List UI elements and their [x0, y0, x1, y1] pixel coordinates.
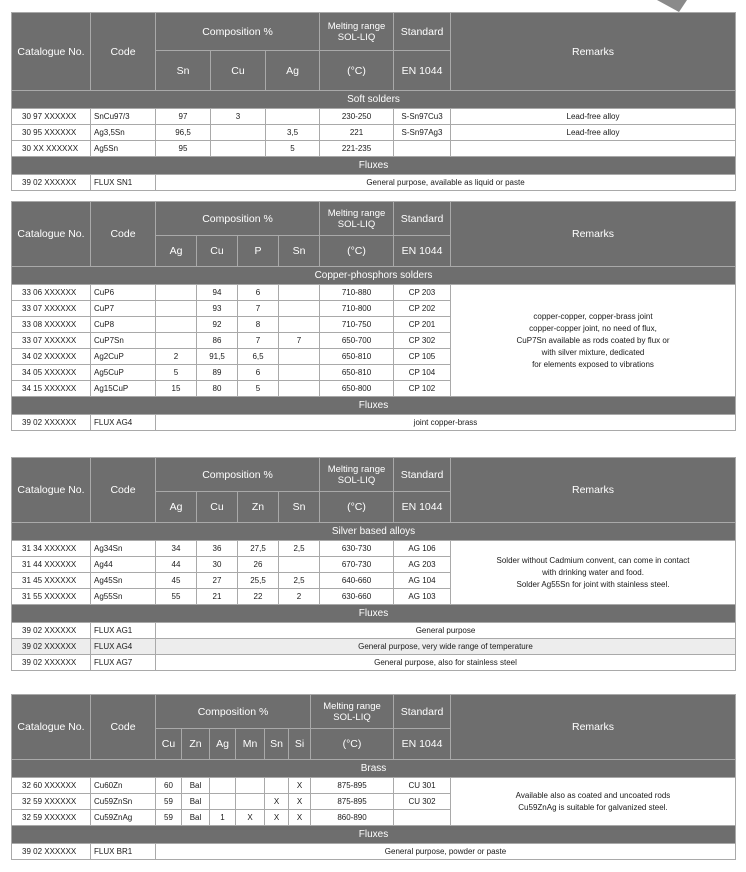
composition-cell — [156, 333, 197, 349]
composition-cell — [279, 349, 320, 365]
fluxes-title: Fluxes — [12, 605, 736, 623]
standard-header: Standard — [394, 202, 451, 236]
code-header: Code — [91, 458, 156, 523]
melting-unit-header: (°C) — [320, 51, 394, 91]
col-header: Zn — [238, 492, 279, 523]
flux-row — [12, 844, 736, 860]
composition-cell: 30 — [197, 557, 238, 573]
flux-description: General purpose, very wide range of temperature — [156, 639, 736, 655]
remarks-cell: Lead-free alloy — [451, 109, 736, 125]
remarks-header: Remarks — [451, 13, 736, 91]
col-header: Ag — [210, 729, 236, 760]
melting-range-header: Melting range SOL-LIQ — [320, 458, 394, 492]
composition-cell: 21 — [197, 589, 238, 605]
code-cell: CuP6 — [91, 285, 156, 301]
standard-cell: CP 201 — [394, 317, 451, 333]
composition-cell — [279, 381, 320, 397]
composition-cell: 15 — [156, 381, 197, 397]
table-row — [12, 541, 736, 557]
section-title: Copper-phosphors solders — [12, 267, 736, 285]
catalogue-cell: 32 59 XXXXXX — [12, 794, 91, 810]
composition-cell: X — [289, 810, 311, 826]
catalogue-cell: 31 34 XXXXXX — [12, 541, 91, 557]
melting-cell: 670-730 — [320, 557, 394, 573]
composition-cell: 1 — [210, 810, 236, 826]
melting-cell: 630-660 — [320, 589, 394, 605]
catalogue-cell: 33 08 XXXXXX — [12, 317, 91, 333]
standard-cell: CP 302 — [394, 333, 451, 349]
catalogue-header: Catalogue No. — [12, 458, 91, 523]
brass-table — [11, 694, 736, 860]
catalogue-cell: 39 02 XXXXXX — [12, 623, 91, 639]
col-header: Si — [289, 729, 311, 760]
melting-range-header: Melting range SOL-LIQ — [320, 13, 394, 51]
table-row — [12, 285, 736, 301]
standard-cell: CU 302 — [394, 794, 451, 810]
melting-cell: 221-235 — [320, 141, 394, 157]
col-header: Sn — [265, 729, 289, 760]
standard-cell: CP 202 — [394, 301, 451, 317]
remarks-block: copper-copper, copper-brass joint copper-copper joint, no need of flux, CuP7Sn available as rods coated by flux or with silver mixture, dedicated for elements exposed to vibrations — [451, 285, 736, 397]
composition-cell: 59 — [156, 810, 182, 826]
table-row — [12, 141, 736, 157]
code-cell: SnCu97/3 — [91, 109, 156, 125]
flux-row — [12, 415, 736, 431]
flux-row — [12, 655, 736, 671]
standard-cell — [394, 141, 451, 157]
table-row — [12, 125, 736, 141]
composition-cell: 6 — [238, 365, 279, 381]
standard-cell: S-Sn97Cu3 — [394, 109, 451, 125]
melting-cell: 640-660 — [320, 573, 394, 589]
composition-cell: 5 — [238, 381, 279, 397]
code-cell: Ag55Sn — [91, 589, 156, 605]
composition-cell: 93 — [197, 301, 238, 317]
melting-cell: 875-895 — [311, 794, 394, 810]
composition-cell — [236, 778, 265, 794]
code-cell: FLUX AG4 — [91, 639, 156, 655]
composition-cell — [211, 141, 266, 157]
remarks-header: Remarks — [451, 202, 736, 267]
col-header: Ag — [156, 492, 197, 523]
composition-cell: 8 — [238, 317, 279, 333]
composition-cell: 2 — [279, 589, 320, 605]
catalogue-cell: 39 02 XXXXXX — [12, 844, 91, 860]
catalogue-cell: 39 02 XXXXXX — [12, 415, 91, 431]
melting-cell: 710-880 — [320, 285, 394, 301]
fluxes-title: Fluxes — [12, 157, 736, 175]
composition-header: Composition % — [156, 202, 320, 236]
composition-cell: 96,5 — [156, 125, 211, 141]
fluxes-title: Fluxes — [12, 397, 736, 415]
corner-decoration — [657, 0, 687, 12]
composition-cell: 2 — [156, 349, 197, 365]
composition-cell: 44 — [156, 557, 197, 573]
composition-cell: 27,5 — [238, 541, 279, 557]
composition-cell: 27 — [197, 573, 238, 589]
flux-row — [12, 623, 736, 639]
standard-cell: CP 104 — [394, 365, 451, 381]
standard-cell: AG 203 — [394, 557, 451, 573]
copper-phosphors-table — [11, 201, 736, 431]
catalogue-cell: 30 XX XXXXXX — [12, 141, 91, 157]
composition-cell: 7 — [279, 333, 320, 349]
composition-cell: 91,5 — [197, 349, 238, 365]
code-cell: CuP7Sn — [91, 333, 156, 349]
catalogue-cell: 34 15 XXXXXX — [12, 381, 91, 397]
standard-norm-header: EN 1044 — [394, 729, 451, 760]
composition-cell: 22 — [238, 589, 279, 605]
fluxes-title: Fluxes — [12, 826, 736, 844]
composition-cell: 55 — [156, 589, 197, 605]
flux-row — [12, 175, 736, 191]
melting-cell: 230-250 — [320, 109, 394, 125]
composition-cell: 3,5 — [266, 125, 320, 141]
code-cell: Ag45Sn — [91, 573, 156, 589]
code-cell: Ag15CuP — [91, 381, 156, 397]
composition-cell: 3 — [211, 109, 266, 125]
standard-cell: CU 301 — [394, 778, 451, 794]
composition-cell: 36 — [197, 541, 238, 557]
code-cell: FLUX AG7 — [91, 655, 156, 671]
melting-cell: 875-895 — [311, 778, 394, 794]
remarks-cell: Lead-free alloy — [451, 125, 736, 141]
composition-cell: 89 — [197, 365, 238, 381]
flux-description: General purpose — [156, 623, 736, 639]
composition-cell — [210, 778, 236, 794]
composition-cell: 59 — [156, 794, 182, 810]
standard-header: Standard — [394, 695, 451, 729]
standard-header: Standard — [394, 458, 451, 492]
composition-cell: 92 — [197, 317, 238, 333]
composition-cell: 45 — [156, 573, 197, 589]
composition-cell — [279, 557, 320, 573]
standard-cell: AG 103 — [394, 589, 451, 605]
flux-row — [12, 639, 736, 655]
composition-cell: X — [289, 794, 311, 810]
remarks-block: Solder without Cadmium convent, can come in contact with drinking water and food. Solder Ag55Sn for joint with stainless steel. — [451, 541, 736, 605]
catalogue-cell: 31 44 XXXXXX — [12, 557, 91, 573]
composition-cell — [156, 285, 197, 301]
composition-cell — [156, 317, 197, 333]
melting-range-header: Melting range SOL-LIQ — [311, 695, 394, 729]
composition-cell: 80 — [197, 381, 238, 397]
composition-cell: X — [265, 810, 289, 826]
standard-cell: CP 203 — [394, 285, 451, 301]
standard-norm-header: EN 1044 — [394, 236, 451, 267]
melting-cell: 710-800 — [320, 301, 394, 317]
table-row — [12, 778, 736, 794]
standard-cell: S-Sn97Ag3 — [394, 125, 451, 141]
catalogue-cell: 34 02 XXXXXX — [12, 349, 91, 365]
code-cell: Ag34Sn — [91, 541, 156, 557]
composition-cell: X — [236, 810, 265, 826]
code-header: Code — [91, 13, 156, 91]
catalogue-cell: 30 97 XXXXXX — [12, 109, 91, 125]
catalogue-cell: 33 06 XXXXXX — [12, 285, 91, 301]
flux-description: General purpose, also for stainless steel — [156, 655, 736, 671]
code-cell: CuP8 — [91, 317, 156, 333]
catalogue-cell: 39 02 XXXXXX — [12, 639, 91, 655]
composition-cell: 7 — [238, 301, 279, 317]
melting-cell: 650-810 — [320, 365, 394, 381]
catalogue-cell: 33 07 XXXXXX — [12, 301, 91, 317]
remarks-block: Available also as coated and uncoated rods Cu59ZnAg is suitable for galvanized steel. — [451, 778, 736, 826]
flux-description: joint copper-brass — [156, 415, 736, 431]
catalogue-cell: 34 05 XXXXXX — [12, 365, 91, 381]
composition-cell: 7 — [238, 333, 279, 349]
composition-cell: 6,5 — [238, 349, 279, 365]
silver-alloys-table — [11, 457, 736, 671]
melting-cell: 650-700 — [320, 333, 394, 349]
composition-cell: 2,5 — [279, 573, 320, 589]
melting-cell: 630-730 — [320, 541, 394, 557]
remarks-cell — [451, 141, 736, 157]
catalogue-cell: 32 60 XXXXXX — [12, 778, 91, 794]
standard-cell — [394, 810, 451, 826]
code-cell: CuP7 — [91, 301, 156, 317]
composition-cell: 97 — [156, 109, 211, 125]
catalogue-cell: 31 55 XXXXXX — [12, 589, 91, 605]
code-cell: Cu60Zn — [91, 778, 156, 794]
composition-cell — [279, 317, 320, 333]
composition-cell — [210, 794, 236, 810]
melting-cell: 221 — [320, 125, 394, 141]
catalogue-cell: 39 02 XXXXXX — [12, 175, 91, 191]
composition-cell: 60 — [156, 778, 182, 794]
col-header: Sn — [156, 51, 211, 91]
melting-cell: 650-810 — [320, 349, 394, 365]
composition-cell: X — [289, 778, 311, 794]
composition-cell: X — [265, 794, 289, 810]
catalogue-cell: 33 07 XXXXXX — [12, 333, 91, 349]
composition-cell: 5 — [266, 141, 320, 157]
composition-cell: 86 — [197, 333, 238, 349]
col-header: Cu — [211, 51, 266, 91]
code-cell: FLUX AG4 — [91, 415, 156, 431]
remarks-header: Remarks — [451, 695, 736, 760]
code-cell: Cu59ZnAg — [91, 810, 156, 826]
standard-norm-header: EN 1044 — [394, 51, 451, 91]
composition-cell: 6 — [238, 285, 279, 301]
composition-cell: Bal — [182, 778, 210, 794]
standard-cell: CP 105 — [394, 349, 451, 365]
composition-cell — [279, 301, 320, 317]
catalogue-cell: 30 95 XXXXXX — [12, 125, 91, 141]
col-header: Sn — [279, 492, 320, 523]
catalogue-cell: 32 59 XXXXXX — [12, 810, 91, 826]
composition-header: Composition % — [156, 695, 311, 729]
col-header: Zn — [182, 729, 210, 760]
composition-cell: 26 — [238, 557, 279, 573]
composition-cell — [156, 301, 197, 317]
composition-cell — [279, 285, 320, 301]
catalogue-cell: 39 02 XXXXXX — [12, 655, 91, 671]
standard-cell: AG 104 — [394, 573, 451, 589]
soft-solders-table — [11, 12, 736, 191]
code-cell: Ag2CuP — [91, 349, 156, 365]
melting-cell: 860-890 — [311, 810, 394, 826]
col-header: Cu — [197, 236, 238, 267]
composition-cell — [265, 778, 289, 794]
code-cell: Ag5Sn — [91, 141, 156, 157]
standard-cell: CP 102 — [394, 381, 451, 397]
composition-cell: Bal — [182, 794, 210, 810]
composition-cell: 25,5 — [238, 573, 279, 589]
section-title: Soft solders — [12, 91, 736, 109]
composition-cell — [266, 109, 320, 125]
code-cell: Cu59ZnSn — [91, 794, 156, 810]
remarks-header: Remarks — [451, 458, 736, 523]
melting-unit-header: (°C) — [320, 236, 394, 267]
melting-cell: 710-750 — [320, 317, 394, 333]
composition-header: Composition % — [156, 13, 320, 51]
standard-cell: AG 106 — [394, 541, 451, 557]
melting-unit-header: (°C) — [320, 492, 394, 523]
composition-cell: 34 — [156, 541, 197, 557]
code-cell: FLUX AG1 — [91, 623, 156, 639]
standard-norm-header: EN 1044 — [394, 492, 451, 523]
code-cell: Ag3,5Sn — [91, 125, 156, 141]
composition-cell: 95 — [156, 141, 211, 157]
col-header: Mn — [236, 729, 265, 760]
catalogue-header: Catalogue No. — [12, 202, 91, 267]
composition-header: Composition % — [156, 458, 320, 492]
composition-cell — [279, 365, 320, 381]
melting-range-header: Melting range SOL-LIQ — [320, 202, 394, 236]
col-header: Cu — [156, 729, 182, 760]
section-title: Silver based alloys — [12, 523, 736, 541]
code-cell: Ag44 — [91, 557, 156, 573]
composition-cell — [211, 125, 266, 141]
section-title: Brass — [12, 760, 736, 778]
col-header: Sn — [279, 236, 320, 267]
code-cell: FLUX BR1 — [91, 844, 156, 860]
standard-header: Standard — [394, 13, 451, 51]
catalogue-header: Catalogue No. — [12, 13, 91, 91]
composition-cell: 2,5 — [279, 541, 320, 557]
composition-cell: 5 — [156, 365, 197, 381]
melting-cell: 650-800 — [320, 381, 394, 397]
composition-cell: Bal — [182, 810, 210, 826]
flux-description: General purpose, powder or paste — [156, 844, 736, 860]
code-cell: FLUX SN1 — [91, 175, 156, 191]
col-header: Cu — [197, 492, 238, 523]
catalogue-cell: 31 45 XXXXXX — [12, 573, 91, 589]
flux-description: General purpose, available as liquid or paste — [156, 175, 736, 191]
code-header: Code — [91, 202, 156, 267]
col-header: Ag — [156, 236, 197, 267]
col-header: Ag — [266, 51, 320, 91]
catalogue-header: Catalogue No. — [12, 695, 91, 760]
composition-cell: 94 — [197, 285, 238, 301]
code-cell: Ag5CuP — [91, 365, 156, 381]
composition-cell — [236, 794, 265, 810]
col-header: P — [238, 236, 279, 267]
table-row — [12, 109, 736, 125]
code-header: Code — [91, 695, 156, 760]
melting-unit-header: (°C) — [311, 729, 394, 760]
